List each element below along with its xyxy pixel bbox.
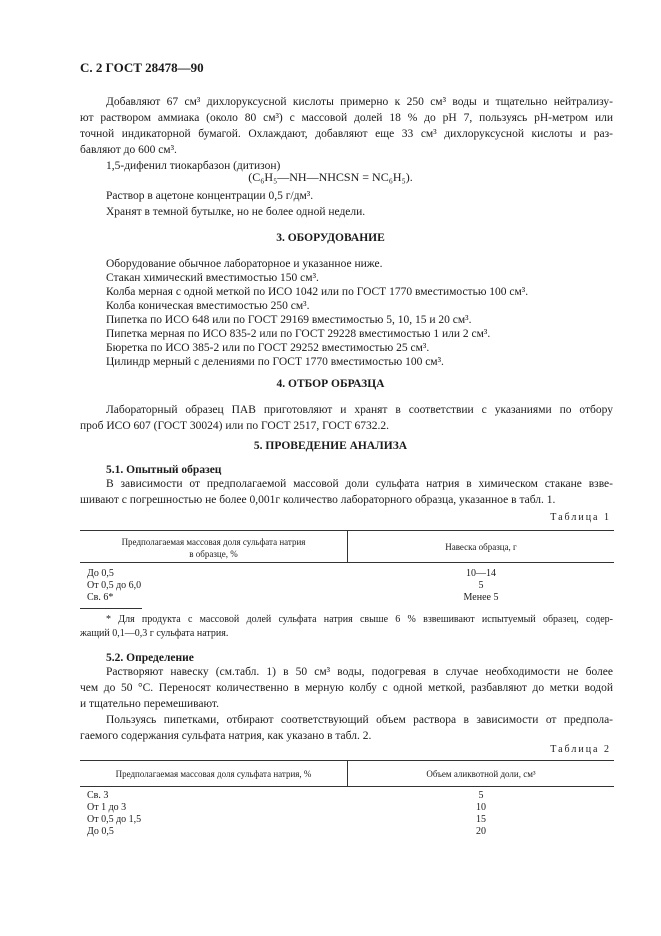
table-2-header-col1: Предполагаемая массовая доля сульфата натрия, % <box>115 769 312 779</box>
table-2-row-range: От 0,5 до 1,5 <box>87 814 142 825</box>
table-1-header-col1-line2: в образце, % <box>189 549 238 559</box>
equipment-item: Бюретка по ИСО 385-2 или по ГОСТ 29252 вместимостью 25 см³. <box>106 342 430 354</box>
storage-note: Хранят в темной бутылке, но не более одной недели. <box>106 206 366 218</box>
intro-line-2: ют раствором аммиака (около 80 см³) с массовой долей 18 % до pH 7, пользуясь pH-метром или <box>80 112 613 124</box>
table-2-row-range: От 1 до 3 <box>87 802 127 813</box>
table-1-row-range: Св. 6* <box>87 592 114 603</box>
section-3-title: 3. ОБОРУДОВАНИЕ <box>276 232 385 244</box>
table-2-row-range: До 0,5 <box>87 826 114 837</box>
sampling-line-2: проб ИСО 607 (ГОСТ 30024) или по ГОСТ 2517, ГОСТ 6732.2. <box>80 420 390 432</box>
test-sample-line-1: В зависимости от предполагаемой массовой доли сульфата натрия в химическом стакане взве- <box>106 478 613 490</box>
intro-line-4: бавляют до 600 см³. <box>80 144 177 156</box>
footnote-rule <box>80 608 142 609</box>
sampling-line-1: Лабораторный образец ПАВ приготовляют и хранят в соответствии с указаниями по отбору <box>106 404 613 416</box>
table-1-header-col1 <box>80 536 347 560</box>
table-2-row-value: 20 <box>476 826 486 837</box>
table-1-header-col2: Навеска образца, г <box>445 542 517 552</box>
determination-line-1: Растворяют навеску (см.табл. 1) в 50 см³ воды, подогревая в случае необходимости не более <box>106 666 613 678</box>
table-1-footnote-line-2: жащий 0,1—0,3 г сульфата натрия. <box>80 628 229 639</box>
equipment-item: Цилиндр мерный с делениями по ГОСТ 1770 вместимостью 100 см³. <box>106 356 444 368</box>
table-1-row-range: От 0,5 до 6,0 <box>87 580 142 591</box>
equipment-item: Пипетка по ИСО 648 или по ГОСТ 29169 вместимостью 5, 10, 15 и 20 см³. <box>106 314 472 326</box>
table-2-row-value: 15 <box>476 814 486 825</box>
chemical-formula: (C₆H₅—NH—NHCSN = NC₆H₅). <box>248 170 413 184</box>
equipment-item: Пипетка мерная по ИСО 835-2 или по ГОСТ 29228 вместимостью 1 или 2 см³. <box>106 328 491 340</box>
test-sample-line-2: шивают с погрешностью не более 0,001г количество лабораторного образца, указанное в табл. 1. <box>80 494 556 506</box>
table-1-footnote-line-1: * Для продукта с массовой долей сульфата натрия свыше 6 % взвешивают испытуемый образец, содер- <box>106 614 613 625</box>
equipment-item: Колба мерная с одной меткой по ИСО 1042 или по ГОСТ 1770 вместимостью 100 см³. <box>106 286 529 298</box>
table-1-header-col1-line1: Предполагаемая массовая доля сульфата натрия <box>121 537 306 547</box>
determination-line-2: чем до 50 °С. Переносят количественно в мерную колбу с одной меткой, разбавляют до метки водой <box>80 682 613 694</box>
equipment-item: Оборудование обычное лабораторное и указанное ниже. <box>106 258 383 270</box>
intro-line-3: точной индикаторной бумагой. Охлаждают, добавляют еще 33 см³ дихлоруксусной кислоты и раз- <box>80 128 613 140</box>
section-5-title: 5. ПРОВЕДЕНИЕ АНАЛИЗА <box>253 440 408 452</box>
table-1-caption: Таблица 1 <box>550 512 611 523</box>
equipment-item: Колба коническая вместимостью 250 см³. <box>106 300 310 312</box>
reagent-name: 1,5-дифенил тиокарбазон (дитизон) <box>106 160 281 172</box>
intro-line-1: Добавляют 67 см³ дихлоруксусной кислоты примерно к 250 см³ воды и тщательно нейтрализу- <box>106 96 613 108</box>
aliquot-line-2: гаемого содержания сульфата натрия, как указано в табл. 2. <box>80 730 372 742</box>
table-2-caption: Таблица 2 <box>550 744 611 755</box>
table-2-row-range: Св. 3 <box>87 790 109 801</box>
table-2-row-value: 5 <box>478 790 484 801</box>
aliquot-line-1: Пользуясь пипетками, отбирают соответствующий объем раствора в зависимости от предпола- <box>106 714 613 726</box>
table-1-row-value: 5 <box>478 580 484 591</box>
determination-line-3: и тщательно перемешивают. <box>80 698 219 710</box>
table-2-header-col2: Объем аликвотной доли, см³ <box>426 769 536 779</box>
table-1-row-value: 10—14 <box>466 568 496 579</box>
table-1-header-rule <box>80 562 614 563</box>
table-2-row-value: 10 <box>476 802 486 813</box>
solution-concentration: Раствор в ацетоне концентрации 0,5 г/дм³. <box>106 190 314 202</box>
subsection-5-1-title: 5.1. Опытный образец <box>106 464 222 476</box>
section-4-title: 4. ОТБОР ОБРАЗЦА <box>276 378 385 390</box>
page-header: С. 2 ГОСТ 28478—90 <box>80 60 204 75</box>
equipment-item: Стакан химический вместимостью 150 см³. <box>106 272 319 284</box>
subsection-5-2-title: 5.2. Определение <box>106 652 194 664</box>
table-1-row-value: Менее 5 <box>463 592 499 603</box>
table-1-row-range: До 0,5 <box>87 568 114 579</box>
table-2-header-rule <box>80 786 614 787</box>
